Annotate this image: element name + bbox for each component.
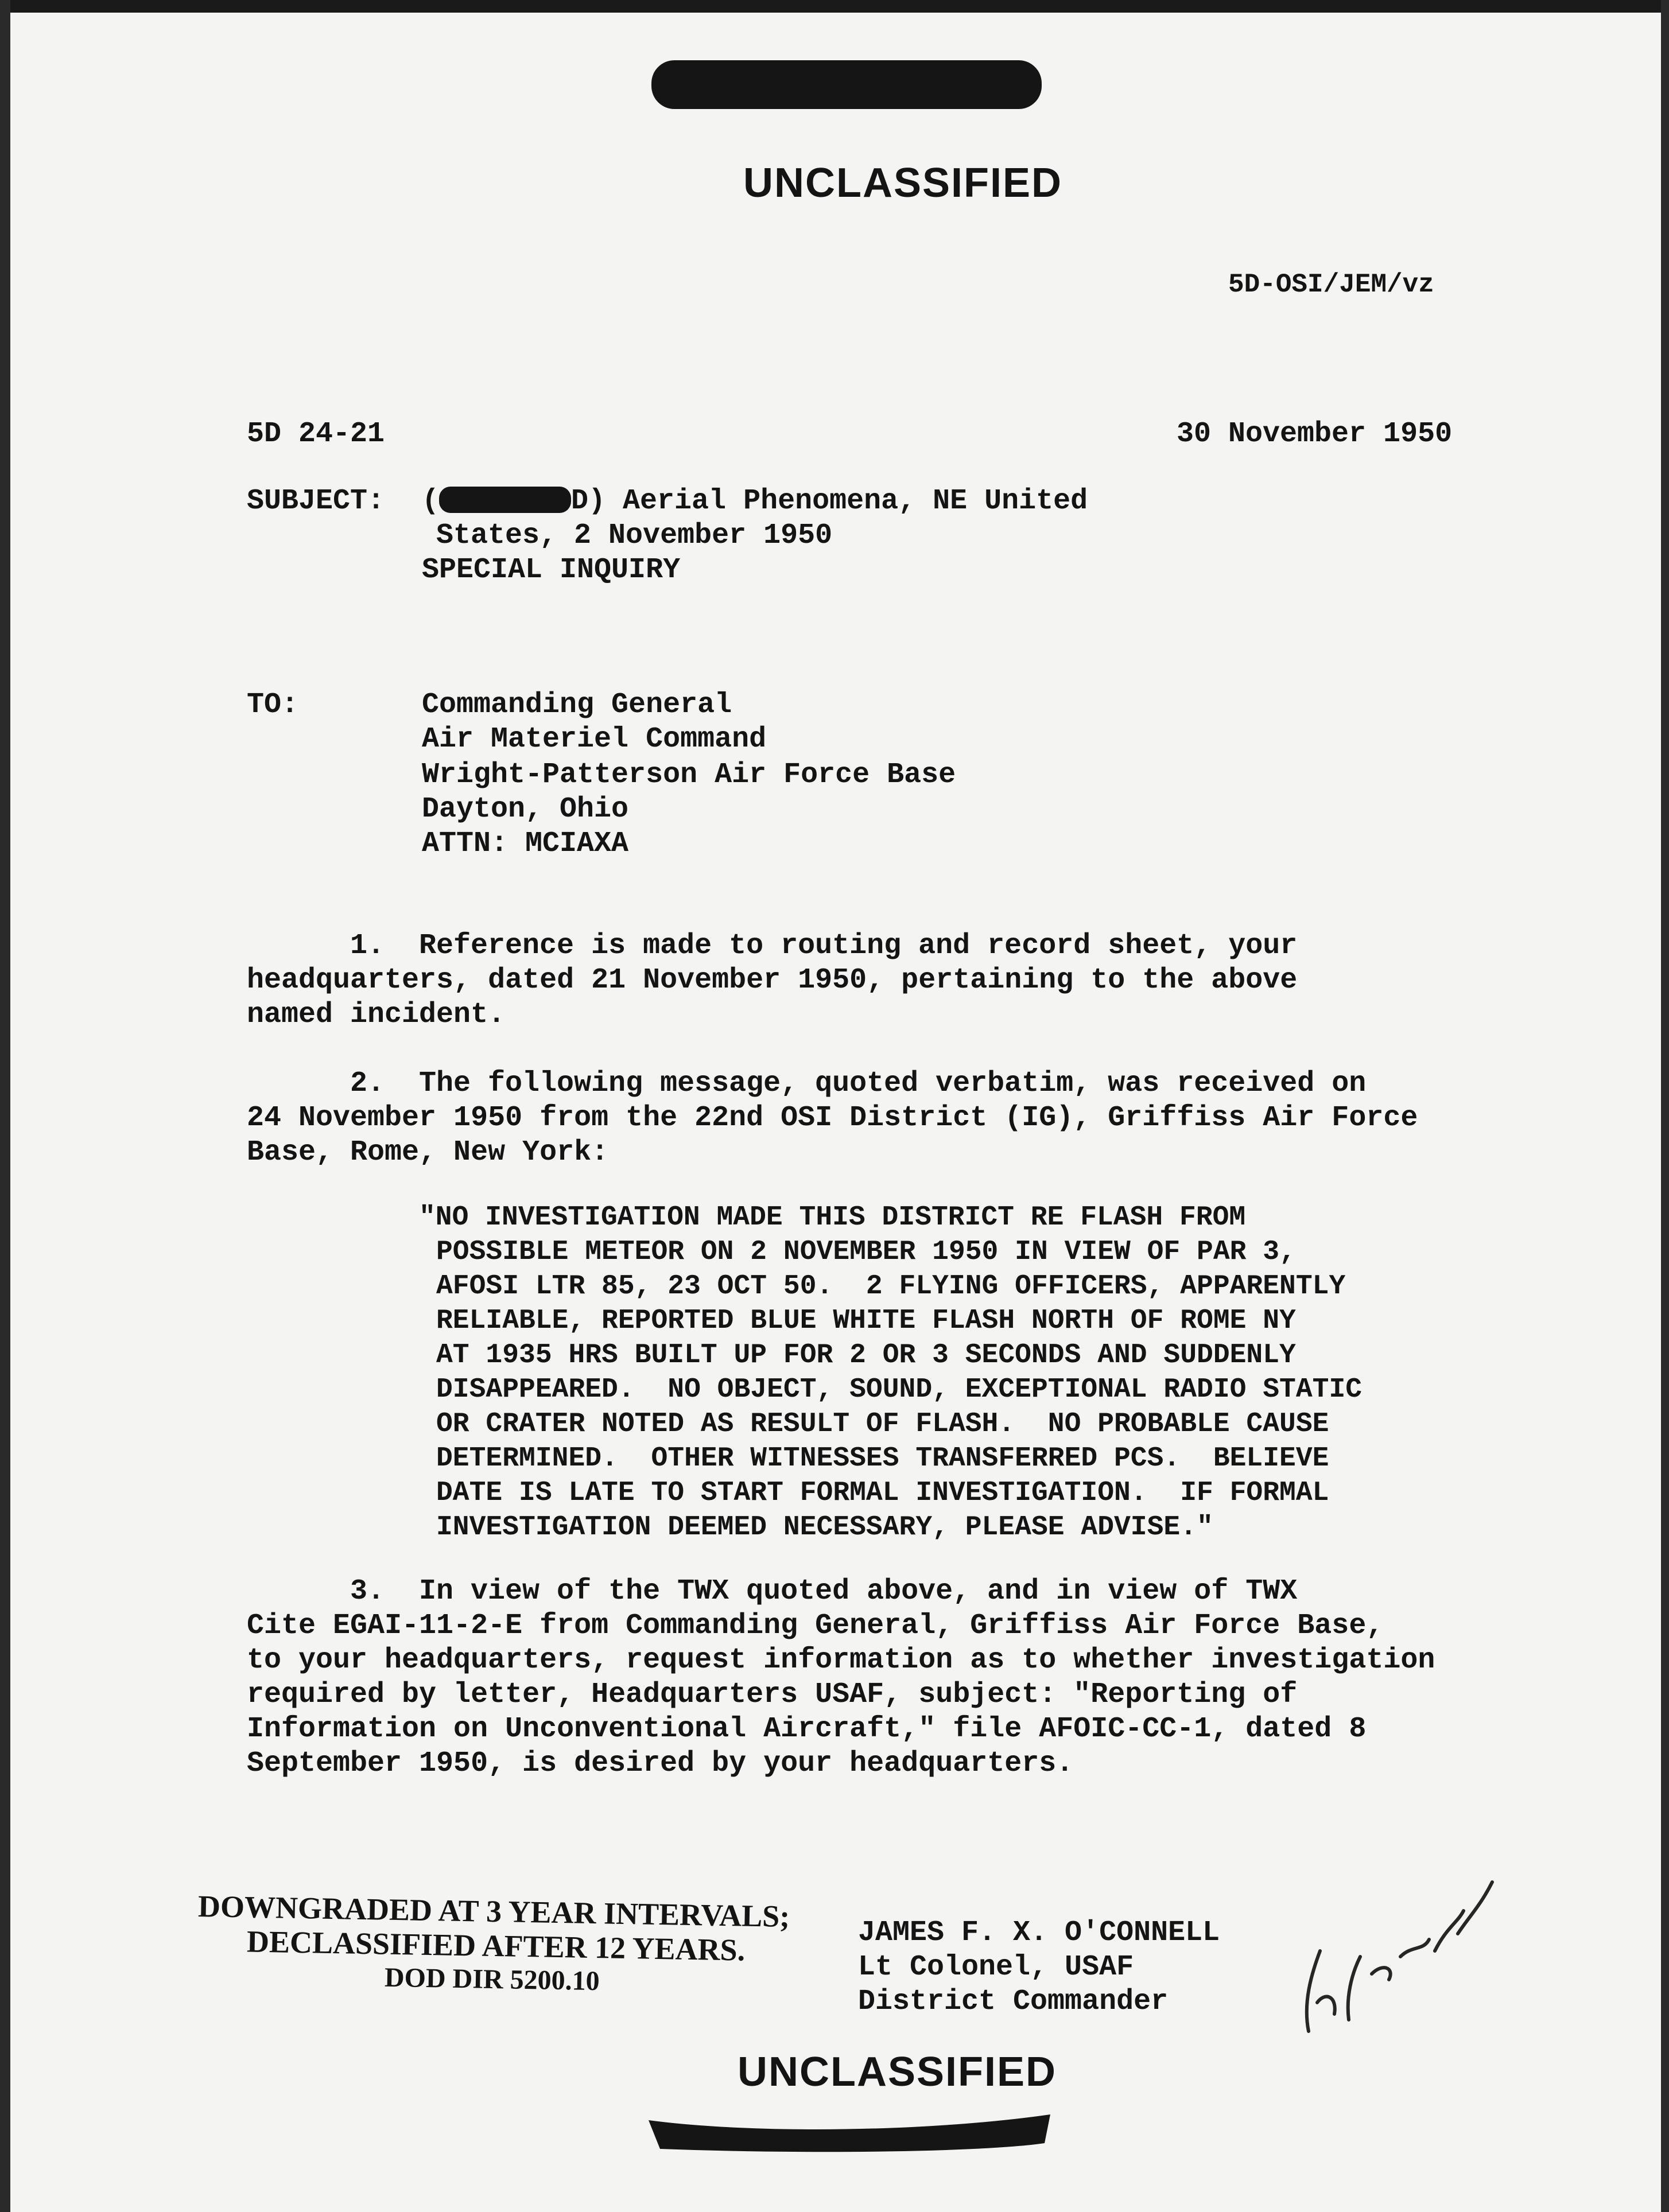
document-date: 30 November 1950 — [1177, 418, 1453, 450]
handwritten-annotation — [1286, 1859, 1527, 2043]
downgrade-stamp-line: DECLASSIFIED AFTER 12 YEARS. — [246, 1924, 746, 1968]
signature-rank: Lt Colonel, USAF — [858, 1951, 1134, 1984]
quoted-message-line: DISAPPEARED. NO OBJECT, SOUND, EXCEPTIONAL RADIO STATIC — [436, 1374, 1363, 1405]
subject-open-paren: ( — [422, 485, 440, 518]
paragraph-3-line: September 1950, is desired by your headquarters. — [247, 1747, 1074, 1780]
scan-border-left — [0, 0, 10, 2212]
quoted-message-line: "NO INVESTIGATION MADE THIS DISTRICT RE FLASH FROM — [419, 1202, 1246, 1233]
paragraph-1-line: named incident. — [247, 998, 506, 1031]
quoted-message-line: RELIABLE, REPORTED BLUE WHITE FLASH NORTH OF ROME NY — [436, 1305, 1296, 1336]
subject-redaction — [439, 487, 571, 513]
quoted-message-line: DETERMINED. OTHER WITNESSES TRANSFERRED PCS. BELIEVE — [436, 1443, 1329, 1474]
subject-line-3: SPECIAL INQUIRY — [422, 554, 681, 586]
classification-bottom: UNCLASSIFIED — [738, 2049, 1057, 2095]
classification-top: UNCLASSIFIED — [743, 160, 1063, 206]
scan-border-top — [0, 0, 1669, 13]
signature-name: JAMES F. X. O'CONNELL — [858, 1916, 1220, 1949]
to-line: Air Materiel Command — [422, 723, 767, 756]
office-symbol: 5D-OSI/JEM/vz — [1228, 270, 1434, 300]
quoted-message-line: AFOSI LTR 85, 23 OCT 50. 2 FLYING OFFICERS, APPARENTLY — [436, 1271, 1346, 1302]
paragraph-2-line: 24 November 1950 from the 22nd OSI District (IG), Griffiss Air Force — [247, 1102, 1418, 1134]
quoted-message-line: DATE IS LATE TO START FORMAL INVESTIGATION. IF FORMAL — [436, 1478, 1329, 1509]
paragraph-3-line: 3. In view of the TWX quoted above, and in view of TWX — [350, 1575, 1298, 1608]
redaction-mark-bottom — [643, 2109, 1056, 2172]
quoted-message-line: AT 1935 HRS BUILT UP FOR 2 OR 3 SECONDS AND SUDDENLY — [436, 1340, 1296, 1371]
paragraph-3-line: required by letter, Headquarters USAF, subject: "Reporting of — [247, 1678, 1298, 1711]
paragraph-1-line: 1. Reference is made to routing and record sheet, your — [350, 930, 1298, 962]
to-line: Wright-Patterson Air Force Base — [422, 759, 956, 791]
paragraph-1-line: headquarters, dated 21 November 1950, pertaining to the above — [247, 964, 1298, 997]
redaction-mark-top — [651, 60, 1042, 109]
paragraph-2-line: 2. The following message, quoted verbatim, was received on — [350, 1067, 1367, 1100]
subject-line-1 — [422, 485, 1088, 518]
quoted-message-line: OR CRATER NOTED AS RESULT OF FLASH. NO PROBABLE CAUSE — [436, 1409, 1329, 1440]
signature-title: District Commander — [858, 1985, 1169, 2018]
downgrade-stamp-line: DOD DIR 5200.10 — [384, 1962, 600, 1997]
file-number: 5D 24-21 — [247, 418, 385, 450]
subject-label: SUBJECT: — [247, 485, 385, 518]
paragraph-3-line: Information on Unconventional Aircraft," file AFOIC-CC-1, dated 8 — [247, 1713, 1367, 1746]
paragraph-2-line: Base, Rome, New York: — [247, 1136, 609, 1169]
quoted-message-line: INVESTIGATION DEEMED NECESSARY, PLEASE ADVISE." — [436, 1512, 1213, 1543]
subject-line-2: States, 2 November 1950 — [436, 519, 833, 552]
to-line: Commanding General — [422, 689, 732, 721]
scan-border-right — [1661, 0, 1669, 2212]
to-label: TO: — [247, 689, 299, 721]
paragraph-3-line: Cite EGAI-11-2-E from Commanding General, Griffiss Air Force Base, — [247, 1610, 1384, 1642]
downgrade-stamp-line: DOWNGRADED AT 3 YEAR INTERVALS; — [197, 1889, 790, 1934]
to-line: ATTN: MCIAXA — [422, 827, 629, 860]
to-line: Dayton, Ohio — [422, 793, 629, 826]
subject-line-1-text: D) Aerial Phenomena, NE United — [571, 485, 1088, 518]
quoted-message-line: POSSIBLE METEOR ON 2 NOVEMBER 1950 IN VIEW OF PAR 3, — [436, 1237, 1296, 1268]
paragraph-3-line: to your headquarters, request information as to whether investigation — [247, 1644, 1435, 1677]
